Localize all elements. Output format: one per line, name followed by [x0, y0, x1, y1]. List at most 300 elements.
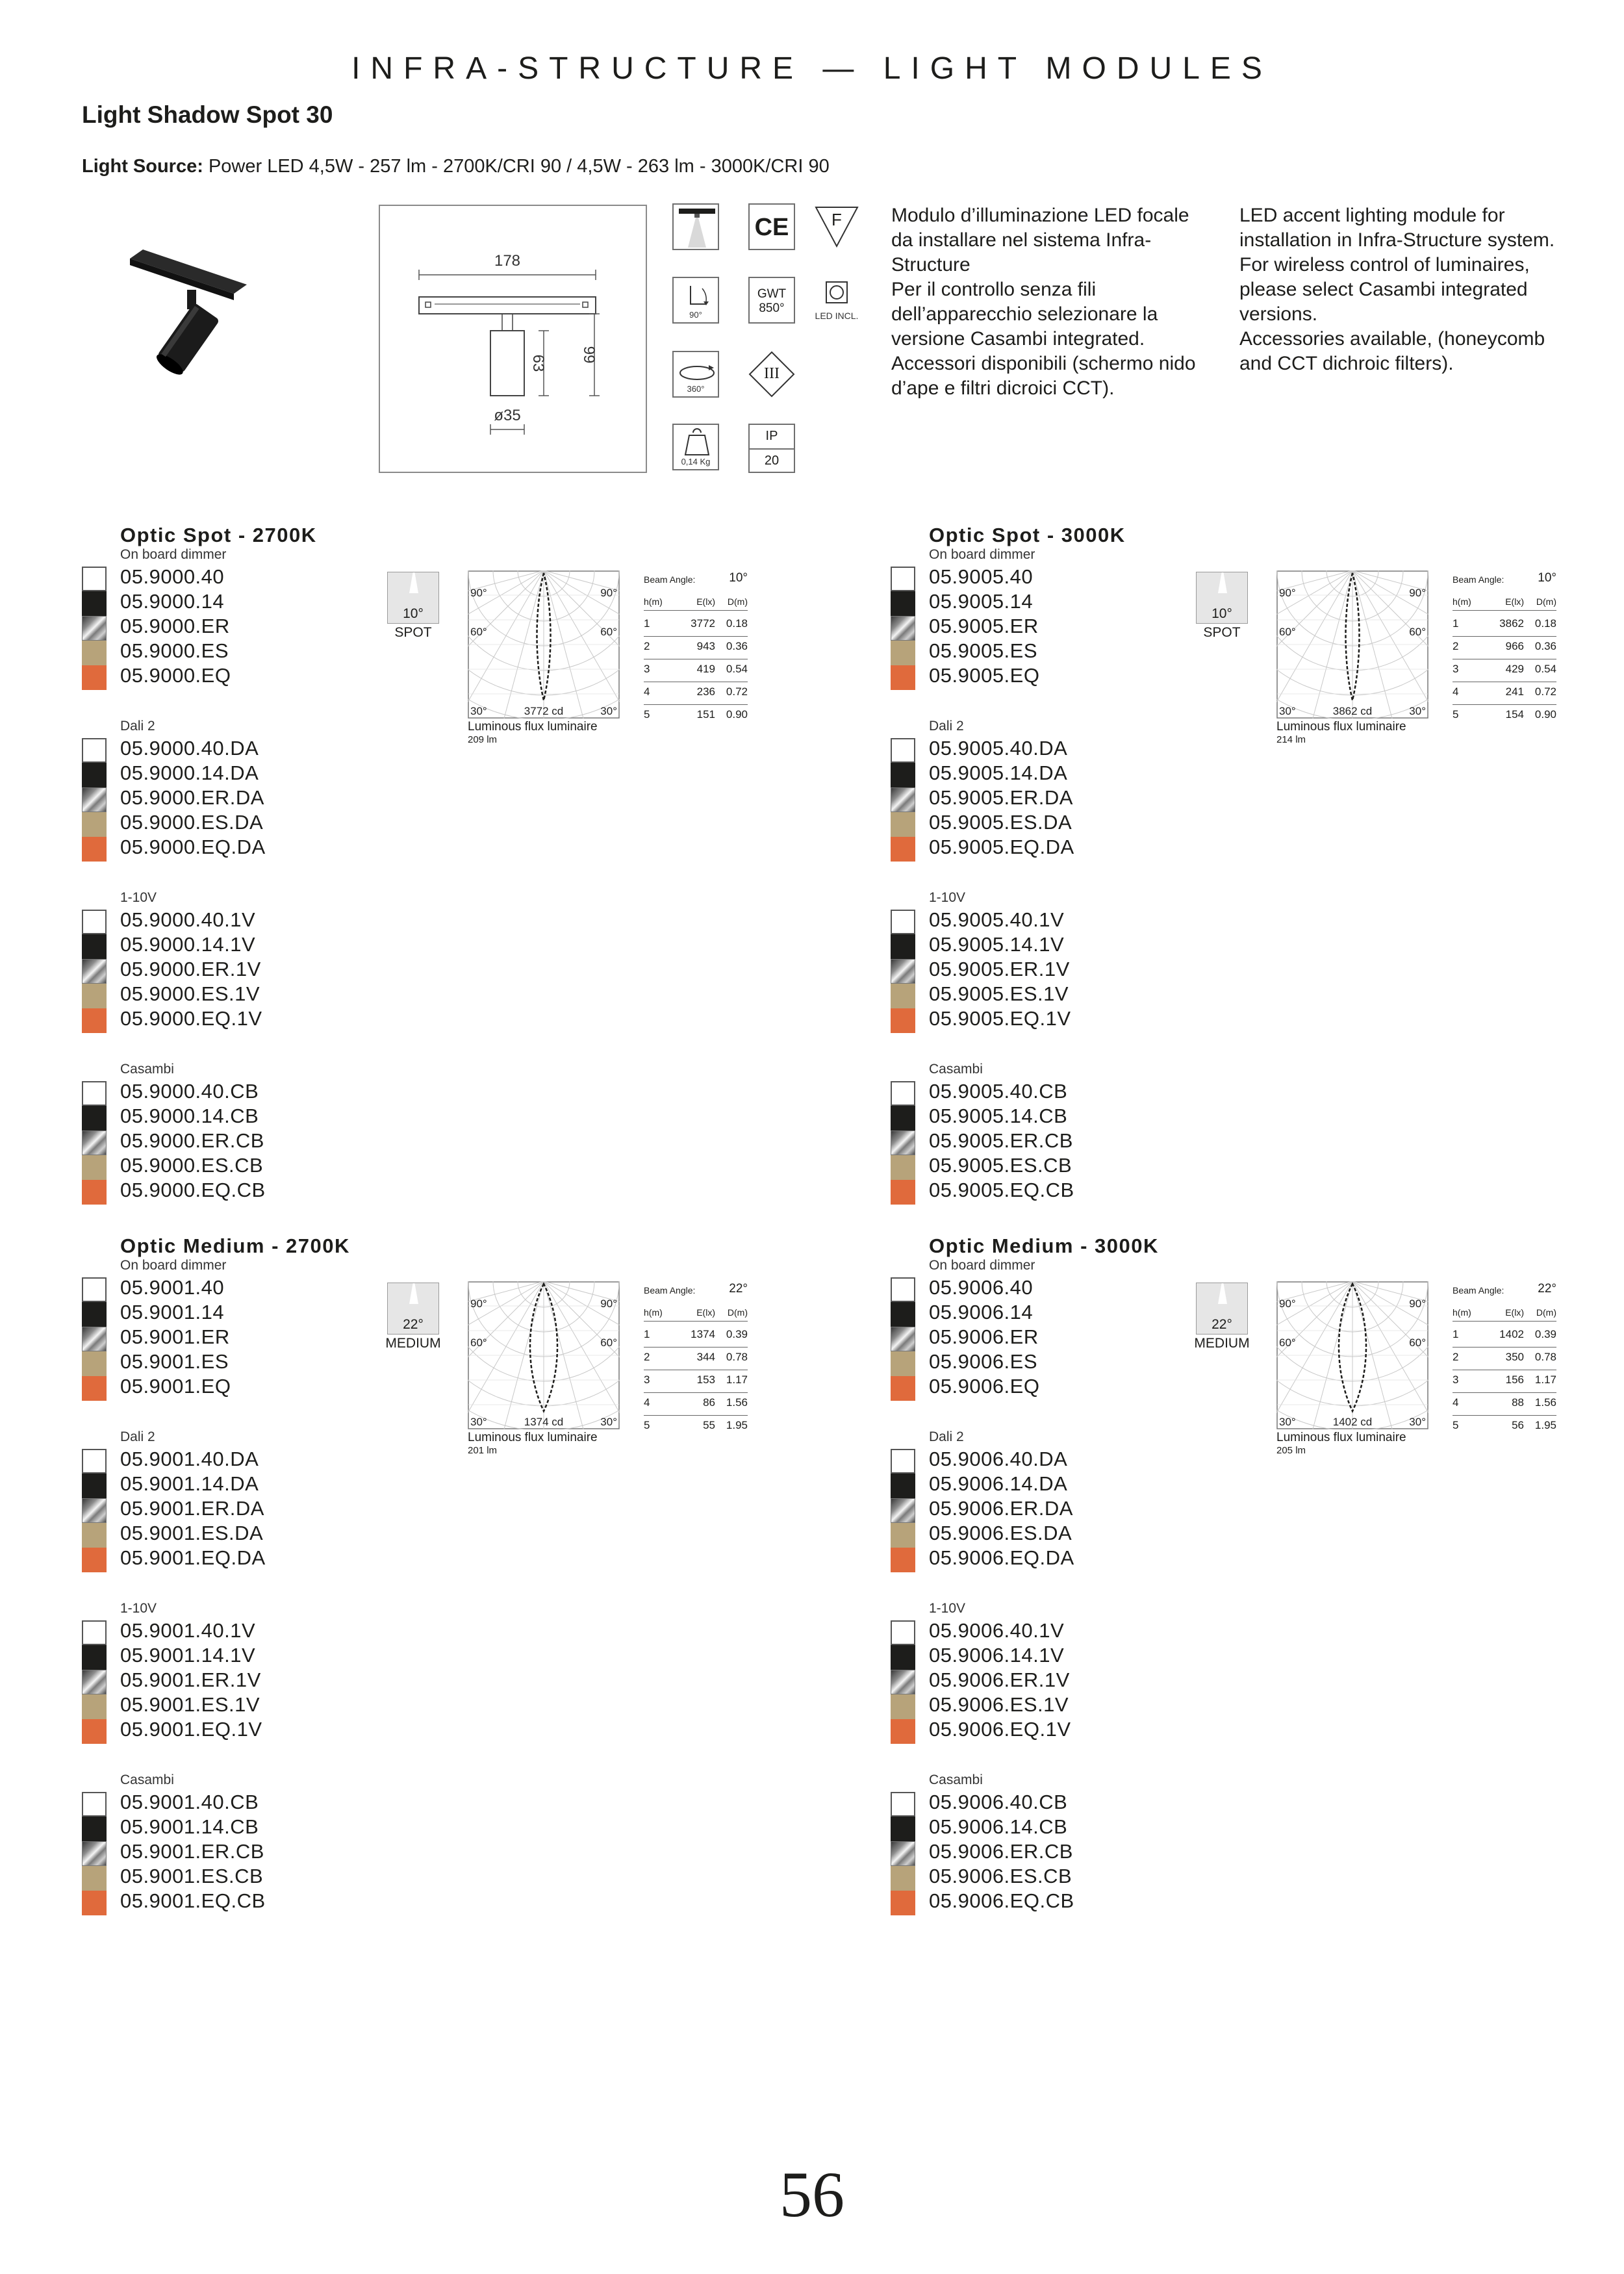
- finish-swatch-chrome: [82, 1670, 107, 1694]
- desc-it-line: Modulo d’illuminazione LED focale: [891, 205, 1189, 226]
- product-code: 05.9000.EQ: [120, 664, 231, 687]
- finish-swatch-white: [891, 738, 915, 763]
- product-code: 05.9006.40.CB: [929, 1791, 1068, 1813]
- product-code-row: [891, 958, 1254, 982]
- finish-swatch-white: [891, 1277, 915, 1302]
- table-row: [1453, 1396, 1556, 1416]
- ip-rating-icon: [748, 424, 795, 473]
- cell-height: 4: [1453, 685, 1459, 698]
- control-group: [891, 890, 1254, 1040]
- finish-swatch-white: [891, 910, 915, 934]
- product-code: 05.9006.ES.1V: [929, 1693, 1069, 1716]
- product-code-row: [82, 1644, 446, 1668]
- desc-it-line: dell’apparecchio selezionare la: [891, 303, 1158, 325]
- beam-angle-value: 22°: [1212, 1317, 1232, 1332]
- cell-diameter: 0.36: [1534, 640, 1556, 652]
- finish-swatch-chrome: [891, 1131, 915, 1155]
- column-illuminance: E(lx): [1505, 1307, 1524, 1318]
- page-header-title: INFRA-STRUCTURE — LIGHT MODULES: [351, 51, 1273, 86]
- polar-label-90-left: 90°: [470, 587, 487, 599]
- beam-angle-label: Beam Angle:: [1453, 1285, 1504, 1296]
- polar-label-30-right: 30°: [1409, 1416, 1426, 1428]
- product-code-row: [82, 1865, 446, 1889]
- product-code-row: [82, 1522, 446, 1546]
- product-code: 05.9006.ES.CB: [929, 1865, 1072, 1887]
- product-code-row: [891, 1375, 1254, 1399]
- gwt-line2: 850°: [759, 301, 785, 315]
- optic-section: [891, 524, 1556, 1232]
- control-group-label: On board dimmer: [929, 1258, 1035, 1273]
- finish-swatch-black: [891, 591, 915, 616]
- polar-label-60-left: 60°: [1279, 1336, 1296, 1349]
- polar-label-90-left: 90°: [1279, 587, 1296, 599]
- beam-angle-header: [1453, 573, 1556, 586]
- gwt-line1: GWT: [757, 287, 787, 301]
- cell-height: 4: [644, 1396, 650, 1409]
- control-group-label: On board dimmer: [120, 1258, 227, 1273]
- control-group-label: Dali 2: [120, 719, 155, 734]
- product-code: 05.9001.EQ: [120, 1375, 231, 1398]
- product-code: 05.9005.14.DA: [929, 761, 1068, 784]
- product-code-row: [82, 836, 446, 860]
- cell-diameter: 0.90: [726, 708, 748, 721]
- product-code: 05.9001.ER.DA: [120, 1497, 264, 1520]
- light-source-label: Light Source:: [82, 156, 203, 177]
- cell-height: 4: [1453, 1396, 1459, 1409]
- table-column-headers: [1453, 1307, 1556, 1322]
- control-group-label: Casambi: [120, 1062, 174, 1077]
- product-code: 05.9000.40.CB: [120, 1080, 259, 1103]
- optic-type-label: MEDIUM: [1194, 1336, 1250, 1351]
- finish-swatch-gold: [891, 1694, 915, 1719]
- finish-swatch-chrome: [891, 1841, 915, 1866]
- luminous-flux-value: 205 lm: [1276, 1445, 1306, 1456]
- product-code: 05.9001.14.DA: [120, 1472, 259, 1495]
- product-code: 05.9000.EQ.CB: [120, 1179, 266, 1201]
- beam-angle-header: [1453, 1284, 1556, 1297]
- finish-swatch-black: [891, 934, 915, 959]
- polar-diagram: [1276, 570, 1428, 733]
- column-diameter: D(m): [727, 596, 748, 607]
- product-code-row: [82, 1179, 446, 1203]
- product-code-row: [891, 811, 1254, 836]
- cell-diameter: 0.72: [1534, 685, 1556, 698]
- finish-swatch-white: [82, 1081, 107, 1106]
- beam-cone-icon: [409, 572, 418, 593]
- finish-swatch-gold: [82, 1351, 107, 1376]
- product-code: 05.9001.ES.1V: [120, 1693, 260, 1716]
- table-column-headers: [644, 596, 748, 611]
- beam-angle-label: Beam Angle:: [644, 574, 696, 585]
- finish-swatch-orange: [82, 665, 107, 690]
- table-row: [1453, 1328, 1556, 1348]
- finish-swatch-black: [891, 1302, 915, 1327]
- product-code-row: [891, 1546, 1254, 1571]
- product-code: 05.9000.14.CB: [120, 1105, 259, 1127]
- optic-section: [82, 1234, 748, 1943]
- product-code: 05.9001.14.CB: [120, 1815, 259, 1838]
- product-code: 05.9001.14.1V: [120, 1644, 256, 1667]
- cell-height: 1: [1453, 617, 1459, 630]
- dim-height-63: 63: [529, 354, 547, 372]
- product-code: 05.9006.ER: [929, 1325, 1039, 1348]
- finish-swatch-gold: [82, 641, 107, 665]
- control-group-label: Dali 2: [929, 719, 964, 734]
- control-group-label: 1-10V: [120, 1601, 157, 1616]
- illuminance-table: [644, 573, 748, 729]
- section-title: Optic Spot - 2700K: [120, 524, 317, 546]
- cell-illuminance: 350: [1505, 1351, 1524, 1363]
- polar-label-60-left: 60°: [470, 1336, 487, 1349]
- finish-swatch-white: [82, 1277, 107, 1302]
- optic-section: [82, 524, 748, 1232]
- cell-illuminance: 88: [1512, 1396, 1524, 1409]
- finish-swatch-black: [891, 763, 915, 787]
- luminous-flux-label: Luminous flux luminaire: [1276, 720, 1406, 734]
- illuminance-table: [1453, 1284, 1556, 1440]
- finish-swatch-gold: [891, 1523, 915, 1548]
- product-code: 05.9005.14.1V: [929, 933, 1065, 956]
- table-row: [644, 685, 748, 705]
- product-code-row: [891, 1693, 1254, 1718]
- table-row: [1453, 708, 1556, 728]
- product-code: 05.9001.ES.DA: [120, 1522, 264, 1544]
- product-code: 05.9005.14: [929, 590, 1034, 613]
- finish-swatch-chrome: [82, 1841, 107, 1866]
- finish-swatch-gold: [891, 1866, 915, 1891]
- control-group-label: 1-10V: [929, 1601, 966, 1616]
- product-code: 05.9001.14: [120, 1301, 225, 1323]
- cell-diameter: 0.54: [1534, 663, 1556, 675]
- cell-diameter: 0.72: [726, 685, 748, 698]
- cell-illuminance: 151: [696, 708, 715, 721]
- product-code-row: [82, 1815, 446, 1840]
- cell-diameter: 0.78: [726, 1351, 748, 1363]
- product-code-row: [891, 1644, 1254, 1668]
- cell-illuminance: 236: [696, 685, 715, 698]
- polar-label-90-left: 90°: [1279, 1297, 1296, 1310]
- cell-diameter: 1.56: [1534, 1396, 1556, 1409]
- dim-diameter: ø35: [494, 407, 521, 424]
- cell-diameter: 0.18: [1534, 617, 1556, 630]
- optic-section: [891, 1234, 1556, 1943]
- cell-illuminance: 1374: [691, 1328, 715, 1340]
- finish-swatch-chrome: [891, 1327, 915, 1351]
- column-height: h(m): [644, 1307, 663, 1318]
- led-included-icon: [813, 277, 860, 324]
- finish-swatch-black: [891, 1645, 915, 1670]
- polar-peak-intensity: 3772 cd: [524, 705, 564, 717]
- cell-diameter: 0.78: [1534, 1351, 1556, 1363]
- section-title: Optic Medium - 3000K: [929, 1234, 1159, 1257]
- optic-type-label: SPOT: [394, 625, 432, 640]
- product-code: 05.9000.40.1V: [120, 908, 256, 931]
- polar-label-60-right: 60°: [600, 626, 617, 638]
- product-code: 05.9001.40.CB: [120, 1791, 259, 1813]
- finish-swatch-chrome: [82, 1131, 107, 1155]
- product-code: 05.9000.14.DA: [120, 761, 259, 784]
- polar-diagram: [468, 1281, 620, 1444]
- cell-height: 3: [644, 663, 650, 675]
- cell-diameter: 0.18: [726, 617, 748, 630]
- product-code-row: [891, 1080, 1254, 1105]
- product-code: 05.9005.ES: [929, 639, 1038, 662]
- dim-height-99: 99: [580, 346, 598, 364]
- cell-illuminance: 419: [696, 663, 715, 675]
- product-code: 05.9000.ER: [120, 615, 230, 637]
- beam-angle-value: 10°: [1212, 606, 1232, 621]
- finish-swatch-gold: [82, 1523, 107, 1548]
- finish-swatch-chrome: [891, 787, 915, 812]
- finish-swatch-black: [82, 934, 107, 959]
- illuminance-table: [644, 1284, 748, 1440]
- luminous-flux-caption: [1276, 720, 1406, 745]
- beam-angle-value: 10°: [729, 571, 748, 585]
- product-photo: [130, 240, 247, 383]
- weight-icon: [672, 424, 719, 470]
- finish-swatch-white: [891, 1792, 915, 1817]
- desc-en-line: Accessories available, (honeycomb: [1239, 328, 1545, 350]
- cell-height: 2: [644, 640, 650, 652]
- polar-label-30-right: 30°: [600, 1416, 617, 1428]
- cell-illuminance: 241: [1505, 685, 1524, 698]
- product-code-row: [82, 958, 446, 982]
- control-group-label: On board dimmer: [929, 547, 1035, 562]
- product-code: 05.9006.14.DA: [929, 1472, 1068, 1495]
- product-code: 05.9006.EQ.1V: [929, 1718, 1071, 1741]
- polar-label-60-right: 60°: [1409, 626, 1426, 638]
- dim-length: 178: [494, 252, 521, 270]
- control-group-label: 1-10V: [929, 890, 966, 905]
- product-code-row: [891, 1815, 1254, 1840]
- product-code-row: [82, 639, 446, 664]
- product-code: 05.9006.40.1V: [929, 1619, 1065, 1642]
- product-code-row: [891, 1718, 1254, 1743]
- product-code-row: [82, 982, 446, 1007]
- finish-swatch-orange: [891, 1008, 915, 1033]
- finish-swatch-orange: [891, 837, 915, 862]
- beam-angle-value: 22°: [729, 1282, 748, 1296]
- ip-value: 20: [764, 454, 780, 468]
- product-code-row: [891, 761, 1254, 786]
- cell-diameter: 1.95: [726, 1419, 748, 1431]
- product-code-row: [891, 1497, 1254, 1522]
- product-code: 05.9006.40.DA: [929, 1448, 1068, 1470]
- product-code: 05.9005.EQ.DA: [929, 836, 1074, 858]
- finish-swatch-white: [891, 1081, 915, 1106]
- desc-en-line: LED accent lighting module for: [1239, 205, 1505, 226]
- finish-swatch-black: [891, 1106, 915, 1131]
- illuminance-table: [1453, 573, 1556, 729]
- polar-peak-intensity: 1402 cd: [1332, 1416, 1373, 1428]
- beam-angle-label: Beam Angle:: [644, 1285, 696, 1296]
- product-code: 05.9005.14.CB: [929, 1105, 1068, 1127]
- page-number: 56: [780, 2158, 844, 2230]
- product-code-row: [82, 1889, 446, 1914]
- product-code-row: [891, 1129, 1254, 1154]
- finish-swatch-black: [82, 1302, 107, 1327]
- beam-angle-value: 10°: [403, 606, 424, 621]
- finish-swatch-chrome: [82, 1498, 107, 1523]
- column-illuminance: E(lx): [1505, 596, 1524, 607]
- product-code-row: [82, 1693, 446, 1718]
- product-code: 05.9005.EQ.CB: [929, 1179, 1074, 1201]
- finish-swatch-gold: [891, 984, 915, 1008]
- led-included-caption: LED INCL.: [815, 311, 859, 321]
- table-row: [644, 1419, 748, 1438]
- product-code: 05.9005.ES.1V: [929, 982, 1069, 1005]
- class-iii-icon: [748, 351, 795, 398]
- desc-it-line: Structure: [891, 254, 971, 275]
- cell-illuminance: 56: [1512, 1419, 1524, 1431]
- product-code: 05.9006.EQ.CB: [929, 1889, 1074, 1912]
- product-code: 05.9006.EQ.DA: [929, 1546, 1074, 1569]
- finish-swatch-gold: [891, 812, 915, 837]
- cell-diameter: 1.95: [1534, 1419, 1556, 1431]
- column-height: h(m): [644, 596, 663, 607]
- control-group: [82, 1601, 446, 1750]
- cell-diameter: 0.39: [726, 1328, 748, 1340]
- cell-diameter: 0.54: [726, 663, 748, 675]
- product-code-row: [82, 933, 446, 958]
- product-code: 05.9006.ER.CB: [929, 1840, 1073, 1863]
- product-code: 05.9000.ER.1V: [120, 958, 261, 980]
- product-code-row: [891, 1007, 1254, 1032]
- finish-swatch-gold: [82, 1155, 107, 1180]
- product-code: 05.9006.14.1V: [929, 1644, 1065, 1667]
- control-group: [891, 719, 1254, 868]
- finish-swatch-black: [82, 763, 107, 787]
- product-code-row: [82, 1129, 446, 1154]
- product-code: 05.9001.40.DA: [120, 1448, 259, 1470]
- table-row: [1453, 1351, 1556, 1370]
- polar-label-30-left: 30°: [470, 705, 487, 717]
- product-code-row: [82, 1840, 446, 1865]
- finish-swatch-orange: [82, 1548, 107, 1572]
- ce-mark-icon: [748, 203, 795, 250]
- column-height: h(m): [1453, 1307, 1471, 1318]
- product-code: 05.9000.ES.DA: [120, 811, 264, 834]
- finish-swatch-orange: [891, 1180, 915, 1205]
- desc-en-line: and CCT dichroic filters).: [1239, 353, 1454, 374]
- finish-swatch-orange: [891, 1548, 915, 1572]
- finish-swatch-chrome: [82, 787, 107, 812]
- product-code: 05.9005.EQ.1V: [929, 1007, 1071, 1030]
- table-row: [644, 663, 748, 682]
- finish-swatch-orange: [82, 1180, 107, 1205]
- product-code: 05.9005.40.DA: [929, 737, 1068, 760]
- product-code: 05.9005.40.1V: [929, 908, 1065, 931]
- table-row: [1453, 663, 1556, 682]
- product-code: 05.9005.ES.DA: [929, 811, 1072, 834]
- column-diameter: D(m): [1536, 1307, 1556, 1318]
- table-row: [644, 1328, 748, 1348]
- light-source-line: [82, 156, 830, 177]
- polar-diagram: [468, 570, 620, 733]
- product-code: 05.9000.40: [120, 565, 225, 588]
- optic-type-label: SPOT: [1203, 625, 1241, 640]
- cell-diameter: 0.90: [1534, 708, 1556, 721]
- product-code: 05.9001.EQ.CB: [120, 1889, 266, 1912]
- product-code-row: [82, 1619, 446, 1644]
- finish-swatch-gold: [891, 1155, 915, 1180]
- finish-swatch-chrome: [82, 959, 107, 984]
- polar-label-90-right: 90°: [1409, 1297, 1426, 1310]
- product-code-row: [891, 1179, 1254, 1203]
- cell-height: 4: [644, 685, 650, 698]
- product-code: 05.9000.ER.DA: [120, 786, 264, 809]
- cell-illuminance: 55: [703, 1419, 715, 1431]
- cell-diameter: 0.39: [1534, 1328, 1556, 1340]
- polar-label-30-right: 30°: [600, 705, 617, 717]
- cell-illuminance: 344: [696, 1351, 715, 1363]
- product-code: 05.9005.EQ: [929, 664, 1040, 687]
- cell-height: 5: [1453, 1419, 1459, 1431]
- product-code: 05.9000.ES.1V: [120, 982, 260, 1005]
- product-code-row: [82, 1007, 446, 1032]
- beam-cone-icon: [1218, 572, 1227, 593]
- f-mark-text: F: [831, 210, 842, 229]
- cell-height: 1: [644, 1328, 650, 1340]
- control-group-label: Dali 2: [120, 1429, 155, 1444]
- optic-type-label: MEDIUM: [385, 1336, 441, 1351]
- product-code: 05.9001.40.1V: [120, 1619, 256, 1642]
- product-code-row: [891, 1522, 1254, 1546]
- cell-illuminance: 3862: [1499, 617, 1524, 630]
- product-code-row: [82, 1080, 446, 1105]
- product-code: 05.9005.ER: [929, 615, 1039, 637]
- product-code-row: [891, 1889, 1254, 1914]
- product-code-row: [82, 811, 446, 836]
- cell-diameter: 1.17: [1534, 1373, 1556, 1386]
- control-group: [891, 1772, 1254, 1922]
- product-code-row: [82, 761, 446, 786]
- luminous-flux-value: 201 lm: [468, 1445, 498, 1456]
- desc-it-line: d’ape e filtri dicroici CCT).: [891, 377, 1115, 399]
- beam-angle-icon: [387, 572, 439, 624]
- product-code-row: [82, 1448, 446, 1472]
- product-title: Light Shadow Spot 30: [82, 101, 333, 128]
- finish-swatch-orange: [82, 837, 107, 862]
- cell-height: 3: [1453, 663, 1459, 675]
- tilt-angle-caption: 90°: [689, 310, 702, 320]
- product-code-row: [82, 664, 446, 689]
- cell-diameter: 1.17: [726, 1373, 748, 1386]
- product-code-row: [891, 1105, 1254, 1129]
- product-code: 05.9005.ER.CB: [929, 1129, 1073, 1152]
- desc-it-line: versione Casambi integrated.: [891, 328, 1145, 350]
- product-code: 05.9005.40: [929, 565, 1034, 588]
- product-code-row: [82, 1791, 446, 1815]
- finish-swatch-black: [82, 1106, 107, 1131]
- product-code: 05.9000.EQ.DA: [120, 836, 266, 858]
- description-italian: [891, 203, 1236, 401]
- finish-swatch-orange: [82, 1719, 107, 1744]
- product-code-row: [891, 982, 1254, 1007]
- finish-swatch-gold: [82, 984, 107, 1008]
- cell-height: 5: [644, 1419, 650, 1431]
- finish-swatch-orange: [891, 1719, 915, 1744]
- luminous-flux-label: Luminous flux luminaire: [468, 1431, 598, 1444]
- product-code-row: [891, 737, 1254, 761]
- product-code: 05.9006.40: [929, 1276, 1034, 1299]
- beam-angle-value: 22°: [1538, 1282, 1556, 1296]
- control-group-label: Casambi: [120, 1772, 174, 1787]
- luminous-flux-caption: [468, 720, 598, 745]
- finish-swatch-white: [82, 1792, 107, 1817]
- column-diameter: D(m): [1536, 596, 1556, 607]
- luminous-flux-caption: [468, 1431, 598, 1456]
